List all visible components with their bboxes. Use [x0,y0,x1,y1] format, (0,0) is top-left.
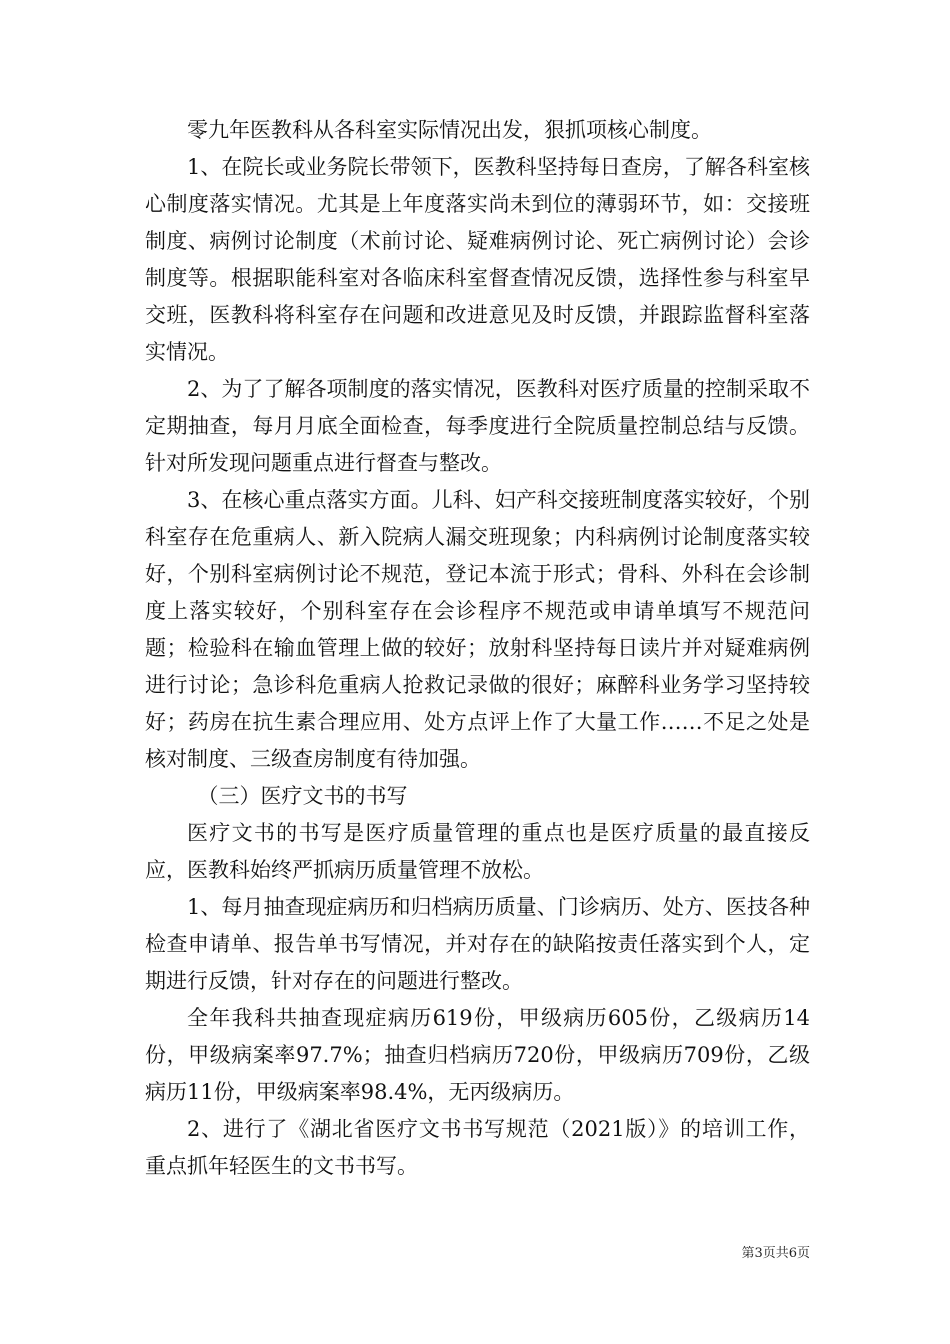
paragraph-section-item-2: 2、进行了《湖北省医疗文书书写规范（2021版）》的培训工作，重点抓年轻医生的文书书写。 [145,1117,810,1178]
page-number-footer: 第3页共6页 [741,1246,810,1261]
document-body [145,112,810,1185]
paragraph-item-1: 1、在院长或业务院长带领下，医教科坚持每日查房，了解各科室核心制度落实情况。尤其是上年度落实尚未到位的薄弱环节，如：交接班制度、病例讨论制度（术前讨论、疑难病例讨论、死亡病例讨论）会诊制度等。根据职能科室对各临床科室督查情况反馈，选择性参与科室早交班，医教科将科室存在问题和改进意见及时反馈，并跟踪监督科室落实情况。 [145,155,810,364]
paragraph-item-2: 2、为了了解各项制度的落实情况，医教科对医疗质量的控制采取不定期抽查，每月月底全面检查，每季度进行全院质量控制总结与反馈。针对所发现问题重点进行督查与整改。 [145,377,810,475]
paragraph-intro: 零九年医教科从各科室实际情况出发，狠抓项核心制度。 [187,118,712,142]
paragraph-statistics: 全年我科共抽查现症病历619份，甲级病历605份，乙级病历14份，甲级病案率97.7%；抽查归档病历720份，甲级病历709份，乙级病历11份，甲级病案率98.4%，无丙级病历。 [145,1006,810,1104]
paragraph-item-3: 3、在核心重点落实方面。儿科、妇产科交接班制度落实较好，个别科室存在危重病人、新入院病人漏交班现象；内科病例讨论制度落实较好，个别科室病例讨论不规范，登记本流于形式；骨科、外科在会诊制度上落实较好，个别科室存在会诊程序不规范或申请单填写不规范问题；检验科在输血管理上做的较好；放射科坚持每日读片并对疑难病例进行讨论；急诊科危重病人抢救记录做的很好；麻醉科业务学习坚持较好；药房在抗生素合理应用、处方点评上作了大量工作……不足之处是核对制度、三级查房制度有待加强。 [145,488,810,771]
paragraph-section-item-1: 1、每月抽查现症病历和归档病历质量、门诊病历、处方、医技各种检查申请单、报告单书写情况，并对存在的缺陷按责任落实到个人，定期进行反馈，针对存在的问题进行整改。 [145,895,810,993]
section-heading: （三）医疗文书的书写 [197,784,408,808]
paragraph-section-intro: 医疗文书的书写是医疗质量管理的重点也是医疗质量的最直接反应，医教科始终严抓病历质量管理不放松。 [145,821,810,882]
